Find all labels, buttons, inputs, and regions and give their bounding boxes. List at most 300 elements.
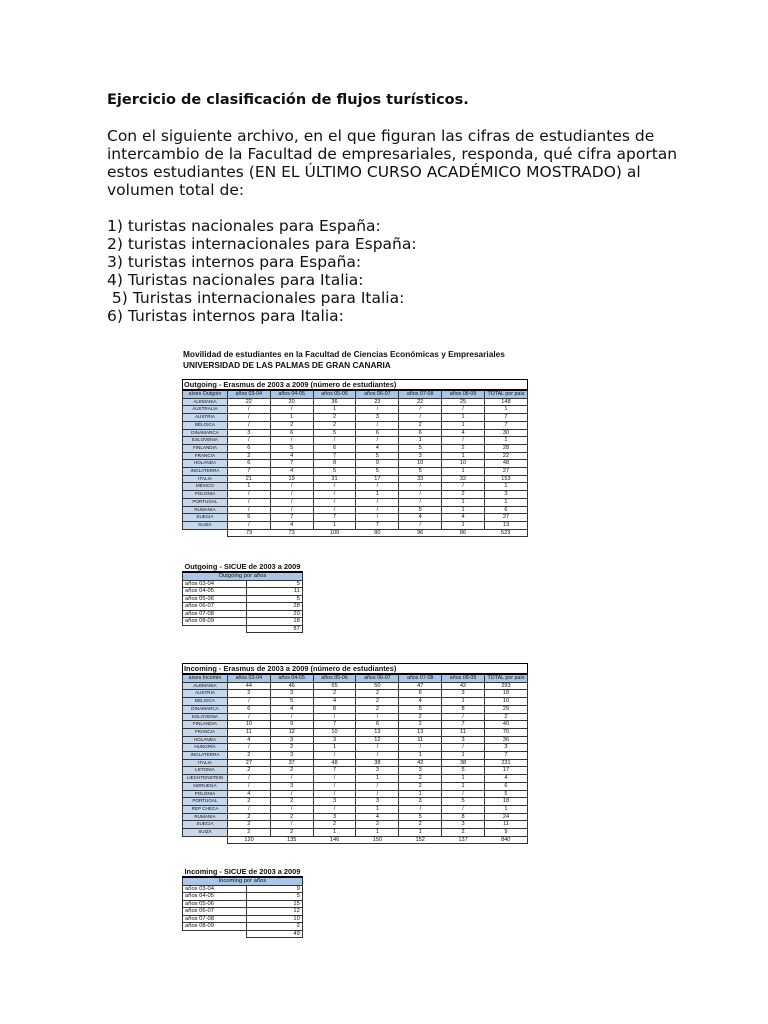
country-cell: FRANCIA bbox=[183, 452, 228, 460]
value-cell: 1 bbox=[442, 775, 485, 783]
country-cell: ESLOVENIA bbox=[183, 713, 228, 721]
value-cell: 48 bbox=[484, 460, 527, 468]
column-header: aíses Outgoin bbox=[183, 390, 228, 398]
incoming-erasmus-table bbox=[182, 663, 528, 844]
value-cell: 2 bbox=[227, 452, 270, 460]
value-cell: 30 bbox=[484, 429, 527, 437]
value-cell: 3 bbox=[442, 736, 485, 744]
value-cell: 1 bbox=[484, 805, 527, 813]
empty-cell bbox=[183, 625, 247, 633]
value-cell: 3 bbox=[313, 736, 356, 744]
value-cell: 18 bbox=[247, 618, 303, 626]
total-cell: 137 bbox=[442, 836, 485, 844]
value-cell: / bbox=[356, 782, 399, 790]
value-cell: / bbox=[313, 437, 356, 445]
year-cell: años 04-05 bbox=[183, 588, 247, 596]
value-cell: 5 bbox=[227, 514, 270, 522]
value-cell: 231 bbox=[484, 759, 527, 767]
value-cell: 1 bbox=[356, 829, 399, 837]
table-row bbox=[183, 452, 528, 460]
value-cell: 5 bbox=[484, 790, 527, 798]
value-cell: / bbox=[399, 491, 442, 499]
country-cell: AUSTRALIA bbox=[183, 406, 228, 414]
value-cell: 1 bbox=[356, 775, 399, 783]
value-cell: 2 bbox=[399, 775, 442, 783]
table-row bbox=[183, 603, 303, 611]
value-cell: 23 bbox=[356, 398, 399, 406]
value-cell: / bbox=[356, 744, 399, 752]
table-row bbox=[183, 767, 528, 775]
value-cell: 2 bbox=[399, 782, 442, 790]
table-title-row bbox=[183, 867, 303, 877]
table-row bbox=[183, 618, 303, 626]
value-cell: 25 bbox=[442, 398, 485, 406]
table-row bbox=[183, 798, 528, 806]
value-cell: / bbox=[270, 821, 313, 829]
empty-cell bbox=[183, 930, 247, 938]
total-cell: 86 bbox=[442, 529, 485, 537]
totals-row bbox=[183, 529, 528, 537]
value-cell: 1 bbox=[356, 805, 399, 813]
value-cell: 1 bbox=[313, 521, 356, 529]
table-row bbox=[183, 736, 528, 744]
country-cell: POLONIA bbox=[183, 790, 228, 798]
value-cell: 12 bbox=[356, 736, 399, 744]
sheet-subheading: UNIVERSIDAD DE LAS PALMAS DE GRAN CANARIA bbox=[183, 360, 391, 370]
value-cell: / bbox=[313, 506, 356, 514]
value-cell: / bbox=[270, 805, 313, 813]
total-cell: 120 bbox=[227, 836, 270, 844]
value-cell: / bbox=[356, 483, 399, 491]
value-cell: 8 bbox=[442, 705, 485, 713]
value-cell: 1 bbox=[442, 421, 485, 429]
total-cell: 73 bbox=[227, 529, 270, 537]
value-cell: 22 bbox=[227, 398, 270, 406]
total-cell: 80 bbox=[356, 529, 399, 537]
value-cell: 2 bbox=[399, 721, 442, 729]
table-row bbox=[183, 414, 528, 422]
value-cell: 6 bbox=[484, 782, 527, 790]
value-cell: 7 bbox=[356, 521, 399, 529]
value-cell: 12 bbox=[247, 908, 303, 916]
country-cell: PORTUGAL bbox=[183, 498, 228, 506]
value-cell: 2 bbox=[356, 821, 399, 829]
value-cell: 2 bbox=[399, 821, 442, 829]
value-cell: 3 bbox=[356, 767, 399, 775]
value-cell: 27 bbox=[484, 468, 527, 476]
outgoing-erasmus-table bbox=[182, 379, 528, 537]
country-cell: SUIZA bbox=[183, 829, 228, 837]
column-header: TOTAL por país bbox=[484, 390, 527, 398]
value-cell: / bbox=[227, 521, 270, 529]
value-cell: 7 bbox=[313, 721, 356, 729]
year-cell: años 07-08 bbox=[183, 915, 247, 923]
incoming-sicue-table bbox=[182, 867, 303, 938]
value-cell: 1 bbox=[442, 414, 485, 422]
table-row bbox=[183, 506, 528, 514]
value-cell: 2 bbox=[270, 813, 313, 821]
table-row bbox=[183, 406, 528, 414]
table-row bbox=[183, 752, 528, 760]
value-cell: 24 bbox=[484, 813, 527, 821]
value-cell: 1 bbox=[313, 744, 356, 752]
country-cell: AUSTRIA bbox=[183, 690, 228, 698]
country-cell: REP CHECA bbox=[183, 805, 228, 813]
value-cell: 17 bbox=[356, 475, 399, 483]
value-cell: 19 bbox=[270, 475, 313, 483]
year-cell: años 06-07 bbox=[183, 908, 247, 916]
column-header: Outgoing por años bbox=[183, 572, 303, 580]
table-title: Outgoing - Erasmus de 2003 a 2009 (número de estudiantes) bbox=[183, 380, 528, 391]
country-cell: INGLATERRA bbox=[183, 752, 228, 760]
value-cell: 6 bbox=[227, 705, 270, 713]
value-cell: / bbox=[313, 713, 356, 721]
year-cell: años 07-08 bbox=[183, 610, 247, 618]
value-cell: 1 bbox=[399, 829, 442, 837]
value-cell: 4 bbox=[227, 790, 270, 798]
country-cell: ITALIA bbox=[183, 759, 228, 767]
value-cell: 10 bbox=[399, 460, 442, 468]
country-cell: INGLATERRA bbox=[183, 468, 228, 476]
country-cell: FINLANDIA bbox=[183, 721, 228, 729]
table-row bbox=[183, 682, 528, 690]
value-cell: 2 bbox=[227, 752, 270, 760]
value-cell: 7 bbox=[313, 514, 356, 522]
table-row bbox=[183, 398, 528, 406]
value-cell: 10 bbox=[484, 698, 527, 706]
value-cell: 5 bbox=[399, 506, 442, 514]
year-cell: años 05-06 bbox=[183, 900, 247, 908]
value-cell: 32 bbox=[442, 475, 485, 483]
value-cell: 4 bbox=[270, 468, 313, 476]
value-cell: 50 bbox=[356, 682, 399, 690]
country-cell: PORTUGAL bbox=[183, 798, 228, 806]
value-cell: 6 bbox=[399, 690, 442, 698]
table-row bbox=[183, 721, 528, 729]
outgoing-sicue-table bbox=[182, 562, 303, 633]
value-cell: 40 bbox=[484, 721, 527, 729]
total-cell: 152 bbox=[399, 836, 442, 844]
country-cell: RUMANIA bbox=[183, 506, 228, 514]
country-cell: BÉLGICA bbox=[183, 421, 228, 429]
value-cell: 2 bbox=[227, 798, 270, 806]
value-cell: 1 bbox=[399, 790, 442, 798]
value-cell: 4 bbox=[270, 452, 313, 460]
value-cell: / bbox=[442, 713, 485, 721]
value-cell: / bbox=[442, 790, 485, 798]
column-header: años 06-07 bbox=[356, 390, 399, 398]
year-cell: años 08-09 bbox=[183, 923, 247, 931]
value-cell: / bbox=[270, 491, 313, 499]
empty-cell bbox=[183, 836, 228, 844]
column-header: años 03-04 bbox=[227, 390, 270, 398]
value-cell: 7 bbox=[484, 752, 527, 760]
value-cell: / bbox=[442, 805, 485, 813]
value-cell: 1 bbox=[399, 752, 442, 760]
table-row bbox=[183, 514, 528, 522]
value-cell: 15 bbox=[247, 900, 303, 908]
value-cell: 47 bbox=[399, 682, 442, 690]
value-cell: / bbox=[356, 498, 399, 506]
table-header-row bbox=[183, 390, 528, 398]
value-cell: / bbox=[270, 506, 313, 514]
value-cell: 4 bbox=[270, 521, 313, 529]
value-cell: 4 bbox=[313, 698, 356, 706]
value-cell: / bbox=[356, 406, 399, 414]
value-cell: 1 bbox=[399, 437, 442, 445]
year-cell: años 08-09 bbox=[183, 618, 247, 626]
value-cell: / bbox=[356, 506, 399, 514]
value-cell: 3 bbox=[270, 752, 313, 760]
value-cell: / bbox=[227, 506, 270, 514]
value-cell: 2 bbox=[399, 421, 442, 429]
country-cell: NORUEGA bbox=[183, 782, 228, 790]
value-cell: 2 bbox=[356, 698, 399, 706]
value-cell: 293 bbox=[484, 682, 527, 690]
value-cell: 8 bbox=[313, 460, 356, 468]
value-cell: / bbox=[270, 437, 313, 445]
value-cell: 9 bbox=[247, 885, 303, 893]
totals-row bbox=[183, 836, 528, 844]
year-cell: años 05-06 bbox=[183, 595, 247, 603]
value-cell: 6 bbox=[356, 721, 399, 729]
value-cell: / bbox=[270, 483, 313, 491]
value-cell: 4 bbox=[399, 514, 442, 522]
value-cell: 7 bbox=[313, 767, 356, 775]
totals-row bbox=[183, 930, 303, 938]
value-cell: 5 bbox=[442, 767, 485, 775]
year-cell: años 03-04 bbox=[183, 580, 247, 588]
value-cell: 6 bbox=[313, 444, 356, 452]
value-cell: 1 bbox=[442, 498, 485, 506]
table-row bbox=[183, 885, 303, 893]
table-row bbox=[183, 483, 528, 491]
country-cell: LETONIA bbox=[183, 767, 228, 775]
column-header: años 08-09 bbox=[442, 390, 485, 398]
question-item: 3) turistas internos para España: bbox=[107, 253, 362, 272]
value-cell: 13 bbox=[356, 728, 399, 736]
value-cell: 2 bbox=[270, 421, 313, 429]
total-cell: 73 bbox=[270, 529, 313, 537]
value-cell: 4 bbox=[356, 444, 399, 452]
value-cell: / bbox=[356, 752, 399, 760]
country-cell: SUECIA bbox=[183, 514, 228, 522]
question-item: 2) turistas internacionales para España: bbox=[107, 235, 417, 254]
value-cell: 5 bbox=[399, 705, 442, 713]
value-cell: 7 bbox=[484, 414, 527, 422]
value-cell: 1 bbox=[356, 491, 399, 499]
value-cell: / bbox=[399, 483, 442, 491]
table-row bbox=[183, 713, 528, 721]
value-cell: 1 bbox=[484, 498, 527, 506]
value-cell: 3 bbox=[356, 798, 399, 806]
value-cell: / bbox=[356, 421, 399, 429]
value-cell: / bbox=[399, 805, 442, 813]
value-cell: 33 bbox=[399, 475, 442, 483]
value-cell: / bbox=[227, 491, 270, 499]
value-cell: 5 bbox=[313, 468, 356, 476]
value-cell: / bbox=[227, 421, 270, 429]
value-cell: 3 bbox=[270, 736, 313, 744]
total-cell: 96 bbox=[399, 529, 442, 537]
year-cell: años 06-07 bbox=[183, 603, 247, 611]
value-cell: 9 bbox=[270, 721, 313, 729]
value-cell: 6 bbox=[227, 460, 270, 468]
table-row bbox=[183, 444, 528, 452]
value-cell: 27 bbox=[484, 514, 527, 522]
value-cell: 6 bbox=[356, 429, 399, 437]
value-cell: 2 bbox=[227, 821, 270, 829]
value-cell: 4 bbox=[484, 775, 527, 783]
table-title-row bbox=[183, 562, 303, 572]
value-cell: 36 bbox=[484, 736, 527, 744]
value-cell: 48 bbox=[313, 759, 356, 767]
value-cell: 3 bbox=[399, 798, 442, 806]
sheet-heading: Movilidad de estudiantes en la Facultad de Ciencias Económicas y Empresariales bbox=[183, 349, 505, 359]
country-cell: RUMANIA bbox=[183, 813, 228, 821]
value-cell: 5 bbox=[247, 893, 303, 901]
value-cell: 2 bbox=[227, 690, 270, 698]
value-cell: 6 bbox=[227, 444, 270, 452]
value-cell: 10 bbox=[442, 460, 485, 468]
value-cell: 3 bbox=[227, 429, 270, 437]
value-cell: 6 bbox=[484, 506, 527, 514]
value-cell: 2 bbox=[399, 713, 442, 721]
value-cell: / bbox=[356, 790, 399, 798]
value-cell: 7 bbox=[484, 421, 527, 429]
table-row bbox=[183, 610, 303, 618]
country-cell: HUNGRÍA bbox=[183, 744, 228, 752]
value-cell: 1 bbox=[442, 521, 485, 529]
value-cell: 20 bbox=[270, 398, 313, 406]
country-cell: DINAMARCA bbox=[183, 429, 228, 437]
value-cell: 2 bbox=[356, 705, 399, 713]
value-cell: 10 bbox=[247, 915, 303, 923]
table-row bbox=[183, 900, 303, 908]
value-cell: / bbox=[442, 744, 485, 752]
value-cell: 2 bbox=[270, 744, 313, 752]
table-row bbox=[183, 429, 528, 437]
value-cell: / bbox=[313, 752, 356, 760]
table-row bbox=[183, 813, 528, 821]
value-cell: 5 bbox=[313, 429, 356, 437]
table-row bbox=[183, 698, 528, 706]
value-cell: / bbox=[227, 698, 270, 706]
value-cell: / bbox=[313, 491, 356, 499]
table-row bbox=[183, 893, 303, 901]
value-cell: 42 bbox=[399, 759, 442, 767]
value-cell: 17 bbox=[484, 767, 527, 775]
value-cell: 9 bbox=[484, 829, 527, 837]
value-cell: / bbox=[313, 782, 356, 790]
country-cell: ESLOVENIA bbox=[183, 437, 228, 445]
value-cell: 13 bbox=[399, 728, 442, 736]
value-cell: 1 bbox=[313, 406, 356, 414]
value-cell: 4 bbox=[227, 736, 270, 744]
value-cell: 13 bbox=[484, 521, 527, 529]
table-row bbox=[183, 805, 528, 813]
table-title: Incoming - SICUE de 2003 a 2009 bbox=[184, 867, 301, 876]
table-title: Outgoing - SICUE de 2003 a 2009 bbox=[184, 562, 301, 571]
value-cell: 29 bbox=[484, 705, 527, 713]
value-cell: 2 bbox=[227, 829, 270, 837]
value-cell: 1 bbox=[484, 406, 527, 414]
value-cell: / bbox=[270, 775, 313, 783]
value-cell: / bbox=[399, 414, 442, 422]
value-cell: 3 bbox=[270, 690, 313, 698]
table-row bbox=[183, 915, 303, 923]
value-cell: 3 bbox=[442, 690, 485, 698]
table-row bbox=[183, 468, 528, 476]
country-cell: HOLANDA bbox=[183, 736, 228, 744]
total-cell: 109 bbox=[313, 529, 356, 537]
value-cell: 11 bbox=[484, 821, 527, 829]
question-item: 6) Turistas internos para Italia: bbox=[107, 307, 344, 326]
value-cell: 11 bbox=[442, 728, 485, 736]
value-cell: 2 bbox=[270, 767, 313, 775]
value-cell: 27 bbox=[227, 759, 270, 767]
table-row bbox=[183, 821, 528, 829]
table-row bbox=[183, 790, 528, 798]
value-cell: 2 bbox=[270, 829, 313, 837]
value-cell: / bbox=[227, 498, 270, 506]
value-cell: / bbox=[227, 406, 270, 414]
value-cell: 21 bbox=[227, 475, 270, 483]
value-cell: 5 bbox=[356, 468, 399, 476]
value-cell: / bbox=[227, 805, 270, 813]
table-header-row bbox=[183, 877, 303, 885]
column-header: aíses Incomin bbox=[183, 674, 228, 682]
value-cell: 1 bbox=[313, 829, 356, 837]
country-cell: ALEMANIA bbox=[183, 682, 228, 690]
value-cell: / bbox=[399, 744, 442, 752]
table-row bbox=[183, 421, 528, 429]
intro-paragraph: Con el siguiente archivo, en el que figuran las cifras de estudiantes de intercambio de la Facultad de empresariales, responda, qué cifra aportan estos estudiantes (EN EL ÚLTIMO CURSO ACADÉMICO MOSTRADO) al volumen total de: bbox=[107, 127, 678, 199]
value-cell: 2 bbox=[356, 690, 399, 698]
value-cell: 36 bbox=[313, 398, 356, 406]
value-cell: 1 bbox=[442, 468, 485, 476]
table-title-row bbox=[183, 664, 528, 675]
value-cell: 3 bbox=[313, 798, 356, 806]
value-cell: 2 bbox=[442, 829, 485, 837]
value-cell: 70 bbox=[484, 728, 527, 736]
value-cell: 2 bbox=[270, 798, 313, 806]
value-cell: / bbox=[270, 406, 313, 414]
value-cell: 1 bbox=[227, 483, 270, 491]
value-cell: 3 bbox=[484, 491, 527, 499]
year-cell: años 04-05 bbox=[183, 893, 247, 901]
value-cell: 44 bbox=[227, 682, 270, 690]
country-cell: HOLANDA bbox=[183, 460, 228, 468]
value-cell: 3 bbox=[442, 821, 485, 829]
table-row bbox=[183, 744, 528, 752]
value-cell: 1 bbox=[484, 437, 527, 445]
value-cell: 1 bbox=[270, 414, 313, 422]
value-cell: 20 bbox=[247, 610, 303, 618]
value-cell: 3 bbox=[270, 782, 313, 790]
value-cell: 3 bbox=[399, 452, 442, 460]
value-cell: / bbox=[270, 790, 313, 798]
column-header: años 07-08 bbox=[399, 674, 442, 682]
value-cell: 5 bbox=[247, 595, 303, 603]
value-cell: / bbox=[442, 437, 485, 445]
column-header: años 04-05 bbox=[270, 674, 313, 682]
column-header: TOTAL por país bbox=[484, 674, 527, 682]
value-cell: 148 bbox=[484, 398, 527, 406]
column-header: años 04-05 bbox=[270, 390, 313, 398]
value-cell: / bbox=[270, 498, 313, 506]
value-cell: / bbox=[270, 713, 313, 721]
